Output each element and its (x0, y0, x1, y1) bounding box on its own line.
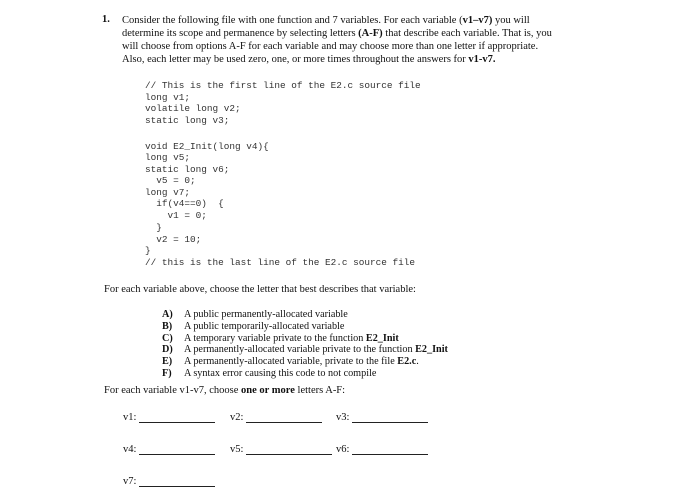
code-line-1: // This is the first line of the E2.c source file (145, 80, 421, 91)
answer-prompt (104, 385, 345, 396)
answer-v4 (123, 444, 215, 455)
option-b-text: A public temporarily-allocated variable (184, 320, 345, 332)
code-line-13: v2 = 10; (145, 234, 202, 245)
code-line-15: // this is the last line of the E2.c source file (145, 257, 416, 268)
option-c (162, 333, 448, 345)
answer-v3-blank[interactable] (352, 412, 428, 423)
code-line-12: } (145, 222, 162, 233)
answer-v1 (123, 412, 215, 423)
answer-v5 (230, 444, 332, 455)
option-b-letter: B) (162, 320, 173, 332)
answer-v2 (230, 412, 322, 423)
option-c-bold: E2_Init (365, 332, 399, 344)
answer-v7-label: v7: (123, 476, 137, 487)
question-line-3: will choose from options A-F for each variable and may choose more than one letter if appropriate. (122, 41, 539, 52)
option-a (162, 309, 448, 321)
question-line-1-text: Consider the following file with one function and 7 variables. For each variable ( (122, 15, 463, 26)
question-line-1-end: you will (492, 15, 530, 26)
answer-v5-label: v5: (230, 444, 244, 455)
question-line-2-end: that describe each variable. That is, you (382, 28, 552, 39)
options-prompt: For each variable above, choose the letter that best describes that variable: (104, 284, 416, 295)
code-line-3: volatile long v2; (145, 103, 241, 114)
code-line-8: v5 = 0; (145, 175, 196, 186)
answer-v4-blank[interactable] (139, 444, 215, 455)
code-line-5: void E2_Init(long v4){ (145, 141, 269, 152)
question-line-2 (122, 27, 602, 40)
option-d-text: A permanently-allocated variable private to the function (184, 344, 416, 356)
answer-prompt-text: For each variable v1-v7, choose (104, 385, 242, 396)
question-line-4-bold: v1-v7. (468, 54, 496, 65)
answer-v5-blank[interactable] (246, 444, 332, 455)
code-line-6: long v5; (145, 152, 191, 163)
answer-v4-label: v4: (123, 444, 137, 455)
option-c-text: A temporary variable private to the function (184, 332, 366, 344)
options-list (162, 309, 448, 380)
code-line-4: static long v3; (145, 115, 230, 126)
question-line-4-text: Also, each letter may be used zero, one, or more times throughout the answers for (122, 54, 469, 65)
option-e-bold: E2.c (397, 356, 417, 368)
option-a-text: A public permanently-allocated variable (184, 309, 348, 320)
answer-prompt-bold: one or more (241, 385, 295, 396)
option-e-text: A permanently-allocated variable, private to the file (184, 356, 398, 368)
code-line-7: static long v6; (145, 164, 230, 175)
option-c-letter: C) (162, 332, 173, 344)
answer-v6 (336, 444, 428, 455)
question-line-4 (122, 53, 602, 66)
question-line-1-bold: v1–v7) (462, 15, 493, 26)
code-line-14: } (145, 245, 151, 256)
question-line-2-bold: (A-F) (358, 28, 383, 39)
option-f-text: A syntax error causing this code to not compile (184, 367, 377, 379)
answer-v1-label: v1: (123, 412, 137, 423)
option-e-letter: E) (162, 356, 173, 368)
option-f (162, 368, 448, 380)
answer-v3 (336, 412, 428, 423)
answer-v6-label: v6: (336, 444, 350, 455)
answer-v6-blank[interactable] (352, 444, 428, 455)
option-d (162, 344, 448, 356)
code-line-10: if(v4==0) { (145, 198, 224, 209)
question-number: 1. (102, 14, 110, 25)
answer-v7 (123, 476, 215, 487)
option-e (162, 356, 448, 368)
answer-v3-label: v3: (336, 412, 350, 423)
option-b (162, 321, 448, 333)
option-a-letter: A) (162, 309, 173, 320)
question-line-2-text: determine its scope and permanence by selecting letters (122, 28, 359, 39)
answer-prompt-end: letters A-F: (294, 385, 346, 396)
question-line-1 (122, 14, 602, 27)
option-f-letter: F) (162, 367, 172, 379)
answer-v2-blank[interactable] (246, 412, 322, 423)
answer-v7-blank[interactable] (139, 476, 215, 487)
answer-v1-blank[interactable] (139, 412, 215, 423)
option-d-letter: D) (162, 344, 173, 356)
option-e-suffix: . (416, 356, 419, 368)
code-line-11: v1 = 0; (145, 210, 207, 221)
option-d-bold: E2_Init (415, 344, 448, 356)
question-text (122, 14, 602, 66)
code-line-2: long v1; (145, 92, 191, 103)
answer-v2-label: v2: (230, 412, 244, 423)
code-line-9: long v7; (145, 187, 191, 198)
